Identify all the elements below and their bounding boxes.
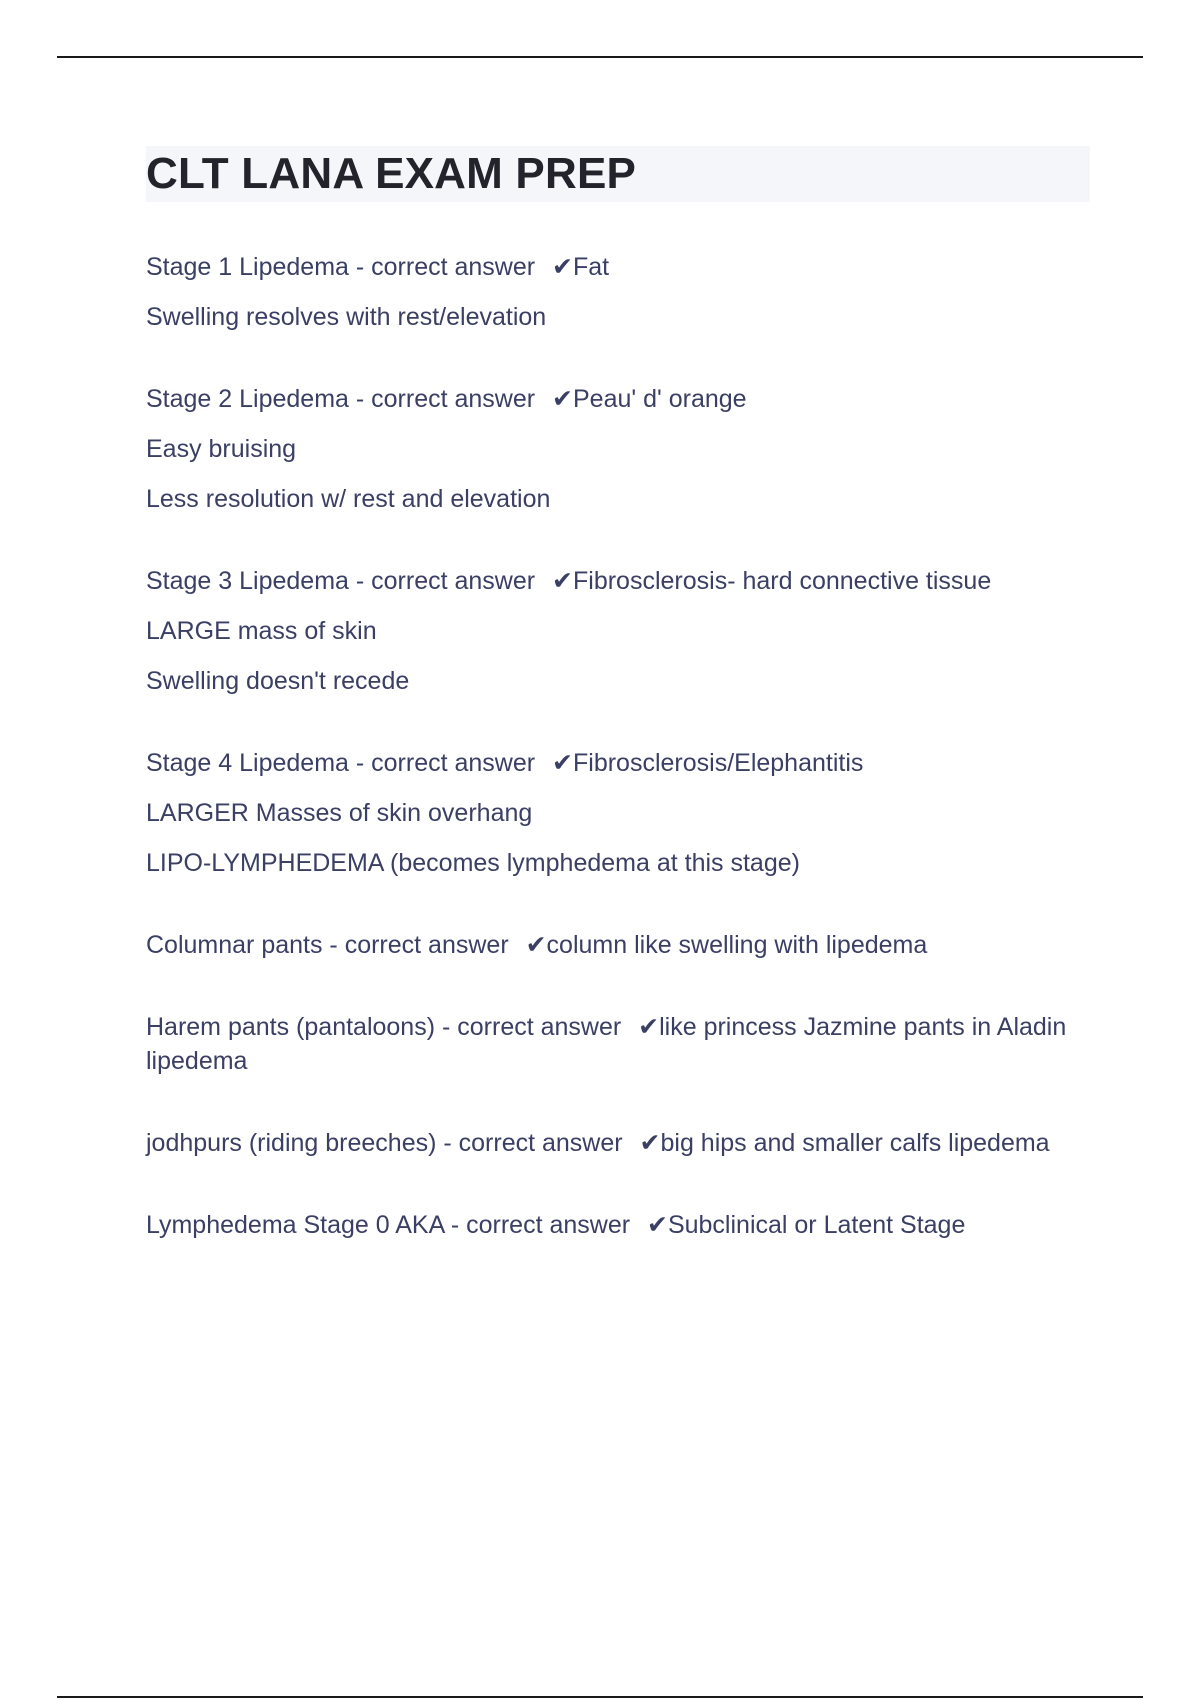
answer-separator: - correct answer [348,385,543,413]
flashcard-term: Stage 4 Lipedema [146,749,349,777]
page-title: CLT LANA EXAM PREP [146,149,637,198]
flashcard-list [146,250,1090,1242]
flashcard-item [146,1126,1090,1160]
flashcard-term: Columnar pants [146,931,323,959]
checkmark-icon: ✔ [552,253,573,281]
flashcard-question-line [146,746,1090,780]
flashcard-detail-line: LARGE mass of skin [146,617,377,645]
flashcard-detail-line: LARGER Masses of skin overhang [146,799,533,827]
flashcard-question-line [146,1010,1090,1078]
flashcard-answer: Subclinical or Latent Stage [667,1211,966,1239]
flashcard-detail-line: Swelling doesn't recede [146,667,410,695]
checkmark-icon: ✔ [552,749,573,777]
answer-separator: - correct answer [436,1129,630,1157]
checkmark-icon: ✔ [552,567,573,595]
answer-separator: - correct answer [322,931,516,959]
flashcard-item [146,250,1090,334]
checkmark-icon: ✔ [647,1211,668,1239]
flashcard-question-line [146,564,1090,598]
answer-separator: - correct answer [435,1013,629,1041]
flashcard-detail-line: Less resolution w/ rest and elevation [146,485,551,513]
checkmark-icon: ✔ [525,931,547,959]
flashcard-detail-line: Swelling resolves with rest/elevation [146,303,547,331]
flashcard-term: Stage 1 Lipedema [146,253,349,281]
flashcard-item [146,1010,1090,1078]
flashcard-term: jodhpurs (riding breeches) [146,1129,437,1157]
flashcard-answer: Fibrosclerosis/Elephantitis [573,749,864,777]
flashcard-term: Stage 3 Lipedema [146,567,349,595]
flashcard-answer: big hips and smaller calfs lipedema [660,1129,1050,1157]
flashcard-term: Harem pants (pantaloons) [146,1013,436,1041]
title-bar [146,146,1090,202]
checkmark-icon: ✔ [552,385,573,413]
flashcard-answer: column like swelling with lipedema [546,931,928,959]
flashcard-question-line [146,382,1090,416]
flashcard-question-line [146,928,1090,962]
top-rule [57,56,1143,58]
flashcard-term: Lymphedema Stage 0 AKA [146,1211,444,1239]
flashcard-item [146,1208,1090,1242]
answer-separator: - correct answer [348,253,543,281]
flashcard-term: Stage 2 Lipedema [146,385,349,413]
flashcard-detail-line: LIPO-LYMPHEDEMA (becomes lymphedema at this stage) [146,849,800,877]
flashcard-question-line [146,1208,1090,1242]
answer-separator: - correct answer [348,567,543,595]
document-body [146,146,1090,1290]
flashcard-answer: like princess Jazmine pants in Aladin lipedema [146,1013,1067,1075]
checkmark-icon: ✔ [639,1129,661,1157]
flashcard-item [146,564,1090,698]
flashcard-item [146,382,1090,516]
answer-separator: - correct answer [443,1211,637,1239]
checkmark-icon: ✔ [638,1013,660,1041]
flashcard-answer: Peau' d' orange [573,385,747,413]
flashcard-answer: Fibrosclerosis- hard connective tissue [573,567,992,595]
flashcard-answer: Fat [573,253,610,281]
flashcard-item [146,928,1090,962]
flashcard-question-line [146,1126,1090,1160]
bottom-rule [57,1696,1143,1698]
flashcard-question-line [146,250,1090,284]
answer-separator: - correct answer [348,749,543,777]
flashcard-item [146,746,1090,880]
flashcard-detail-line: Easy bruising [146,435,297,463]
